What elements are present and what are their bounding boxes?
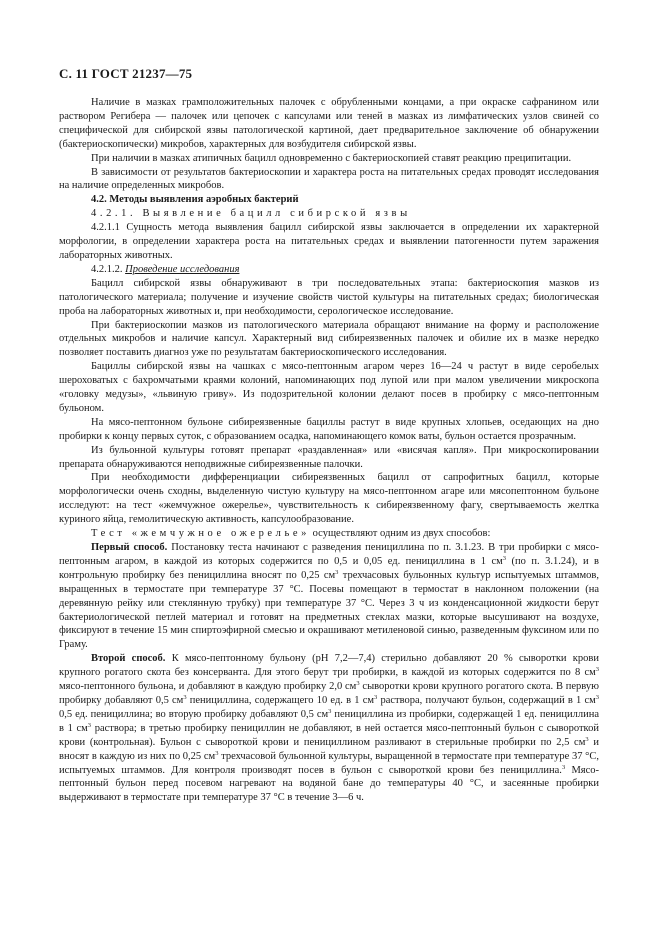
superscript: 3 <box>215 749 219 757</box>
text-run: раствора, получают бульон, содержащий в 1 см <box>380 694 596 706</box>
text-run: трехчасовой бульонной культуры, выращенной в термостате при температуре 37 °С, испытуемых штаммов. Для контроля производят посев в бульон с сывороткой крови без пенициллина. <box>59 750 599 776</box>
text-run: трехчасовых бульонных культур испытуемых штаммов, выращенных в термостате при температуре 37 °С. Посевы помещают в термостат в наклонном положении (на деревянную рейку или стеклянную трубку) при температуре 37 °С. Через 3 ч из конденсационной жидкости берут бактериологической петлей материал и готовят на предметных стеклах мазки, которые высушивают на воздухе, фиксируют в течение 15 мин спиртоэфирной смесью и окрашивают метиленовой синью, разведенным фуксином или по Граму. <box>59 569 600 651</box>
section-heading: 4.2. Методы выявления аэробных бактерий <box>91 194 299 206</box>
text-run: сыворотки крови крупного рогатого скота. В первую пробирку добавляют 0,5 см <box>59 681 600 706</box>
paragraph: Наличие в мазках грамположительных палочек с обрубленными концами, а при окраске сафранином или раствором Регибера — палочек или цепочек с капсулами или теней в мазках из лимфатических узлов свиней со специфической для сибирской язвы патологической картиной, дает предварительное заключение об обнаружении (бактериоскопически) микробов, характерных для возбудителя сибирской язвы. <box>59 97 599 150</box>
superscript: 3 <box>374 693 378 701</box>
paragraph <box>59 541 599 652</box>
paragraph <box>59 652 599 805</box>
superscript: 3 <box>502 554 507 562</box>
paragraph: На мясо-пептонном бульоне сибиреязвенные бациллы растут в виде крупных хлопьев, оседающих на дно пробирки к концу первых суток, с образованием осадка, напоминающего комок ваты, бульон остается прозрачным. <box>59 416 599 442</box>
paragraph: При необходимости дифференциации сибиреязвенных бацилл от сапрофитных бацилл, которые морфологически очень сходны, выделенную чистую культуру на мясо-пептонном агаре или мясопептонном бульоне исследуют: на тест «жемчужное ожерелье», чувствительность к сибиреязвенному фагу, свертываемость желтка куриного яйца, гемолитическую активность, капсулообразование. <box>59 472 599 526</box>
text-run: 0,5 ед. пенициллина; во вторую пробирку добавляют 0,5 см <box>59 708 329 720</box>
text-run: Постановку теста начинают с разведения пенициллина по п. 3.1.23. В три пробирки с мясо-пептонным агаром, в каждой из которых содержится по 0,5 и 0,05 ед. пенициллина в 1 см <box>59 542 600 567</box>
superscript: 3 <box>328 707 332 715</box>
subsection-heading <box>59 263 599 277</box>
superscript: 3 <box>595 666 599 674</box>
paragraph: При наличии в мазках атипичных бацилл одновременно с бактериоскопией ставят реакцию преципитации. <box>91 152 572 164</box>
text-run: (по п. 3.1.24), и в контрольную пробирку без пенициллина вносят по 0,25 см <box>59 555 600 581</box>
text-run: Мясо-пептонный бульон перед посевом нагревают на водяной бане до температуры 40 °С, и засеянные пробирки выдерживают в термостате при температуре 37 °С в течение 3—6 ч. <box>59 764 600 804</box>
subsection-heading: 4.2.1. Выявление бацилл сибирской язвы <box>91 208 411 220</box>
method-label: Второй способ. <box>91 653 166 665</box>
superscript: 3 <box>335 568 339 576</box>
document-body <box>59 96 599 805</box>
paragraph: Бацилл сибирской язвы обнаруживают в три последовательных этапа: бактериоскопия мазков из патологического материала; получение и изучение свойств чистой культуры на питательных средах; биологическая проба на лабораторных животных и, при необходимости, серологическое исследование. <box>59 277 599 317</box>
paragraph <box>59 527 599 541</box>
superscript: 3 <box>183 693 187 701</box>
paragraph: В зависимости от результатов бактериоскопии и характера роста на питательных средах проводят исследования на наличие определенных микробов. <box>59 166 599 192</box>
paragraph: При бактериоскопии мазков из патологического материала обращают внимание на форму и расположение отдельных микробов и наличие капсул. Характерный вид сибиреязвенных палочек и обилие их в мазке нередко позволяет поставить диагноз уже по результатам бактериоскопического исследования. <box>59 319 599 359</box>
superscript: 3 <box>585 735 589 743</box>
text-run: раствора; в третью пробирку пенициллин не добавляют, в ней остается мясо-пептонный бульон с сывороткой крови (контрольная). Бульон с сывороткой крови и пенициллином разливают в стерильные пробирки по 2,5 см <box>59 722 599 748</box>
paragraph: Бациллы сибирской язвы на чашках с мясо-пептонным агаром через 16—24 ч растут в виде серобелых шероховатых с бахромчатыми краями колоний, напоминающих под лупой или при малом увеличении микроскопа «головку медузы», «львиную гриву». Из подозрительной колонии делают посев в пробирку с мясо-пептонным бульоном. <box>59 361 599 414</box>
text-run: К мясо-пептонному бульону (рН 7,2—7,4) стерильно добавляют 20 % сыворотки крови крупного рогатого скота без консерванта. Для этого берут три пробирки, в каждой из которых содержится по 8 см <box>59 653 599 679</box>
section-number: 4.2.1.2. <box>91 263 123 275</box>
superscript: 3 <box>561 763 566 771</box>
text-run: пенициллина, содержащего 10 ед. в 1 см <box>189 694 375 706</box>
text-run: мясо-пептонного бульона, и добавляют в каждую пробирку 2,0 см <box>59 681 357 693</box>
section-title: Проведение исследования <box>125 263 240 275</box>
superscript: 3 <box>356 680 360 688</box>
paragraph: Из бульонной культуры готовят препарат «раздавленная» или «висячая капля». При микроскопировании препарата обнаруживаются неподвижные сибиреязвенные палочки. <box>59 444 599 470</box>
paragraph: 4.2.1.1 Сущность метода выявления бацилл сибирской язвы заключается в определении их характерной морфологии, в определении характера роста на питательных средах и выявлении патогенности путем заражения лабораторных животных. <box>59 222 599 261</box>
superscript: 3 <box>87 721 92 729</box>
test-name: Тест «жемчужное ожерелье» <box>91 528 311 540</box>
text-run: осуществляют одним из двух способов: <box>312 528 491 540</box>
page-header: С. 11 ГОСТ 21237—75 <box>59 66 193 81</box>
text-run: пенициллина из пробирки, содержащей 1 ед. пенициллина в 1 см <box>59 708 599 734</box>
superscript: 3 <box>595 693 600 701</box>
method-label: Первый способ. <box>91 542 168 553</box>
text-run: и вносят в каждую из них по 0,25 см <box>59 736 599 762</box>
